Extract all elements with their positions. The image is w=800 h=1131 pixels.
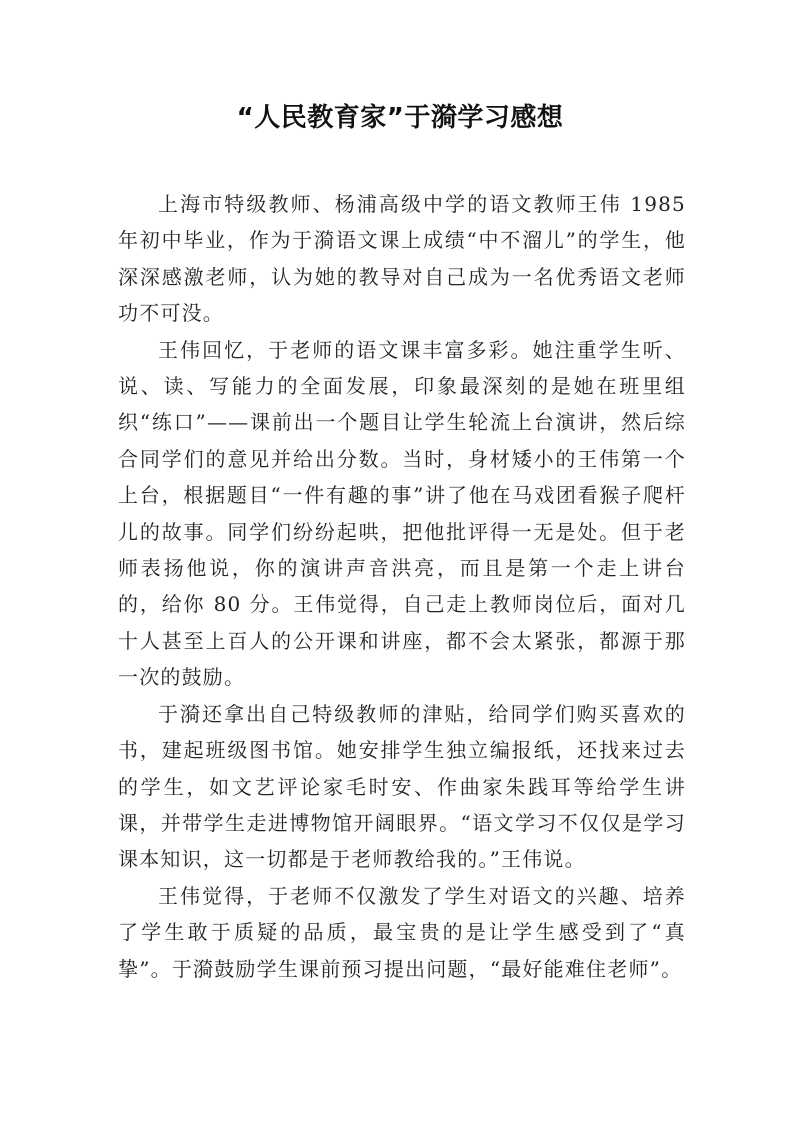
paragraph-3: 于漪还拿出自己特级教师的津贴，给同学们购买喜欢的书，建起班级图书馆。她安排学生独立编报纸，还找来过去的学生，如文艺评论家毛时安、作曲家朱践耳等给学生讲课，并带学生走进博物馆开阔眼界。“语文学习不仅仅是学习课本知识，这一切都是于老师教给我的。”王伟说。 [118, 701, 686, 872]
document-title: “人民教育家”于漪学习感想 [236, 103, 564, 133]
paragraph-2: 王伟回忆，于老师的语文课丰富多彩。她注重学生听、说、读、写能力的全面发展，印象最深刻的是她在班里组织“练口”——课前出一个题目让学生轮流上台演讲，然后综合同学们的意见并给出分数。当时，身材矮小的王伟第一个上台，根据题目“一件有趣的事”讲了他在马戏团看猴子爬杆儿的故事。同学们纷纷起哄，把他批评得一无是处。但于老师表扬他说，你的演讲声音洪亮，而且是第一个走上讲台的，给你 80 分。王伟觉得，自己走上教师岗位后，面对几十人甚至上百人的公开课和讲座，都不会太紧张，都源于那一次的鼓励。 [118, 337, 686, 690]
paragraph-4: 王伟觉得，于老师不仅激发了学生对语文的兴趣、培养了学生敢于质疑的品质，最宝贵的是让学生感受到了“真挚”。于漪鼓励学生课前预习提出问题，“最好能难住老师”。 [118, 883, 686, 981]
document-body [118, 186, 686, 987]
paragraph-1: 上海市特级教师、杨浦高级中学的语文教师王伟 1985 年初中毕业，作为于漪语文课上成绩“中不溜儿”的学生，他深深感激老师，认为她的教导对自己成为一名优秀语文老师功不可没。 [118, 192, 686, 326]
